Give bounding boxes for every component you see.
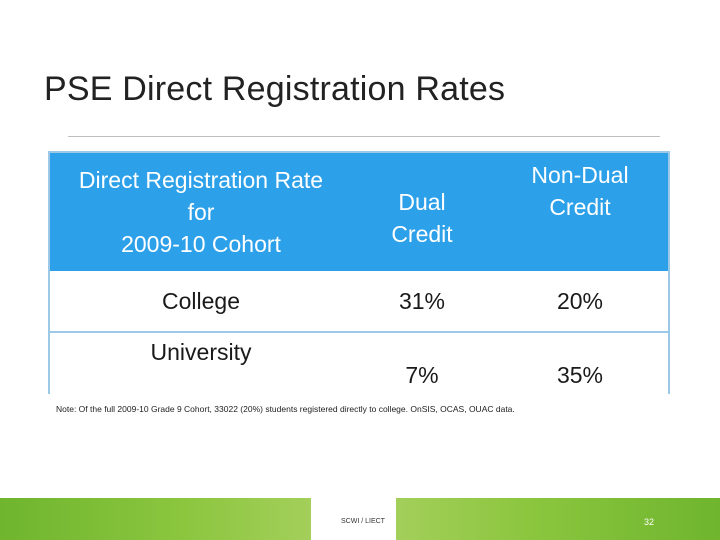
header-non-dual-credit [492,153,668,271]
footer-green-right [396,498,720,540]
row-label-university: University [50,332,352,412]
footer-green-left [0,498,311,540]
header-cohort [50,153,352,271]
header-non-dual-line-2: Credit [549,194,611,220]
header-dual-line-2: Credit [391,221,453,247]
table-header-row [50,153,668,271]
header-non-dual-line-1: Non-Dual [531,162,629,188]
university-non-dual-value: 35% [492,332,668,412]
data-source-note: Note: Of the full 2009-10 Grade 9 Cohort, 33022 (20%) students registered directly to college. OnSIS, OCAS, OUAC data. [56,404,515,414]
header-cohort-line-1: Direct Registration Rate [78,167,324,193]
header-dual-credit [352,153,492,271]
header-cohort-line-2: for [187,199,215,225]
header-cohort-line-3: 2009-10 Cohort [121,231,281,257]
page-number: 32 [643,517,654,527]
header-dual-line-1: Dual [398,189,446,215]
college-dual-value: 31% [352,271,492,332]
row-label-college: College [50,271,352,332]
footer-center [311,498,396,540]
table-row [50,271,668,332]
title-divider [68,136,660,137]
footer-bar [0,498,720,540]
registration-rates-table [48,151,670,394]
footer-text: SCWI / LIECT [341,518,385,525]
college-non-dual-value: 20% [492,271,668,332]
slide-title: PSE Direct Registration Rates [44,70,506,108]
university-dual-value: 7% [352,332,492,412]
table-row [50,332,668,412]
